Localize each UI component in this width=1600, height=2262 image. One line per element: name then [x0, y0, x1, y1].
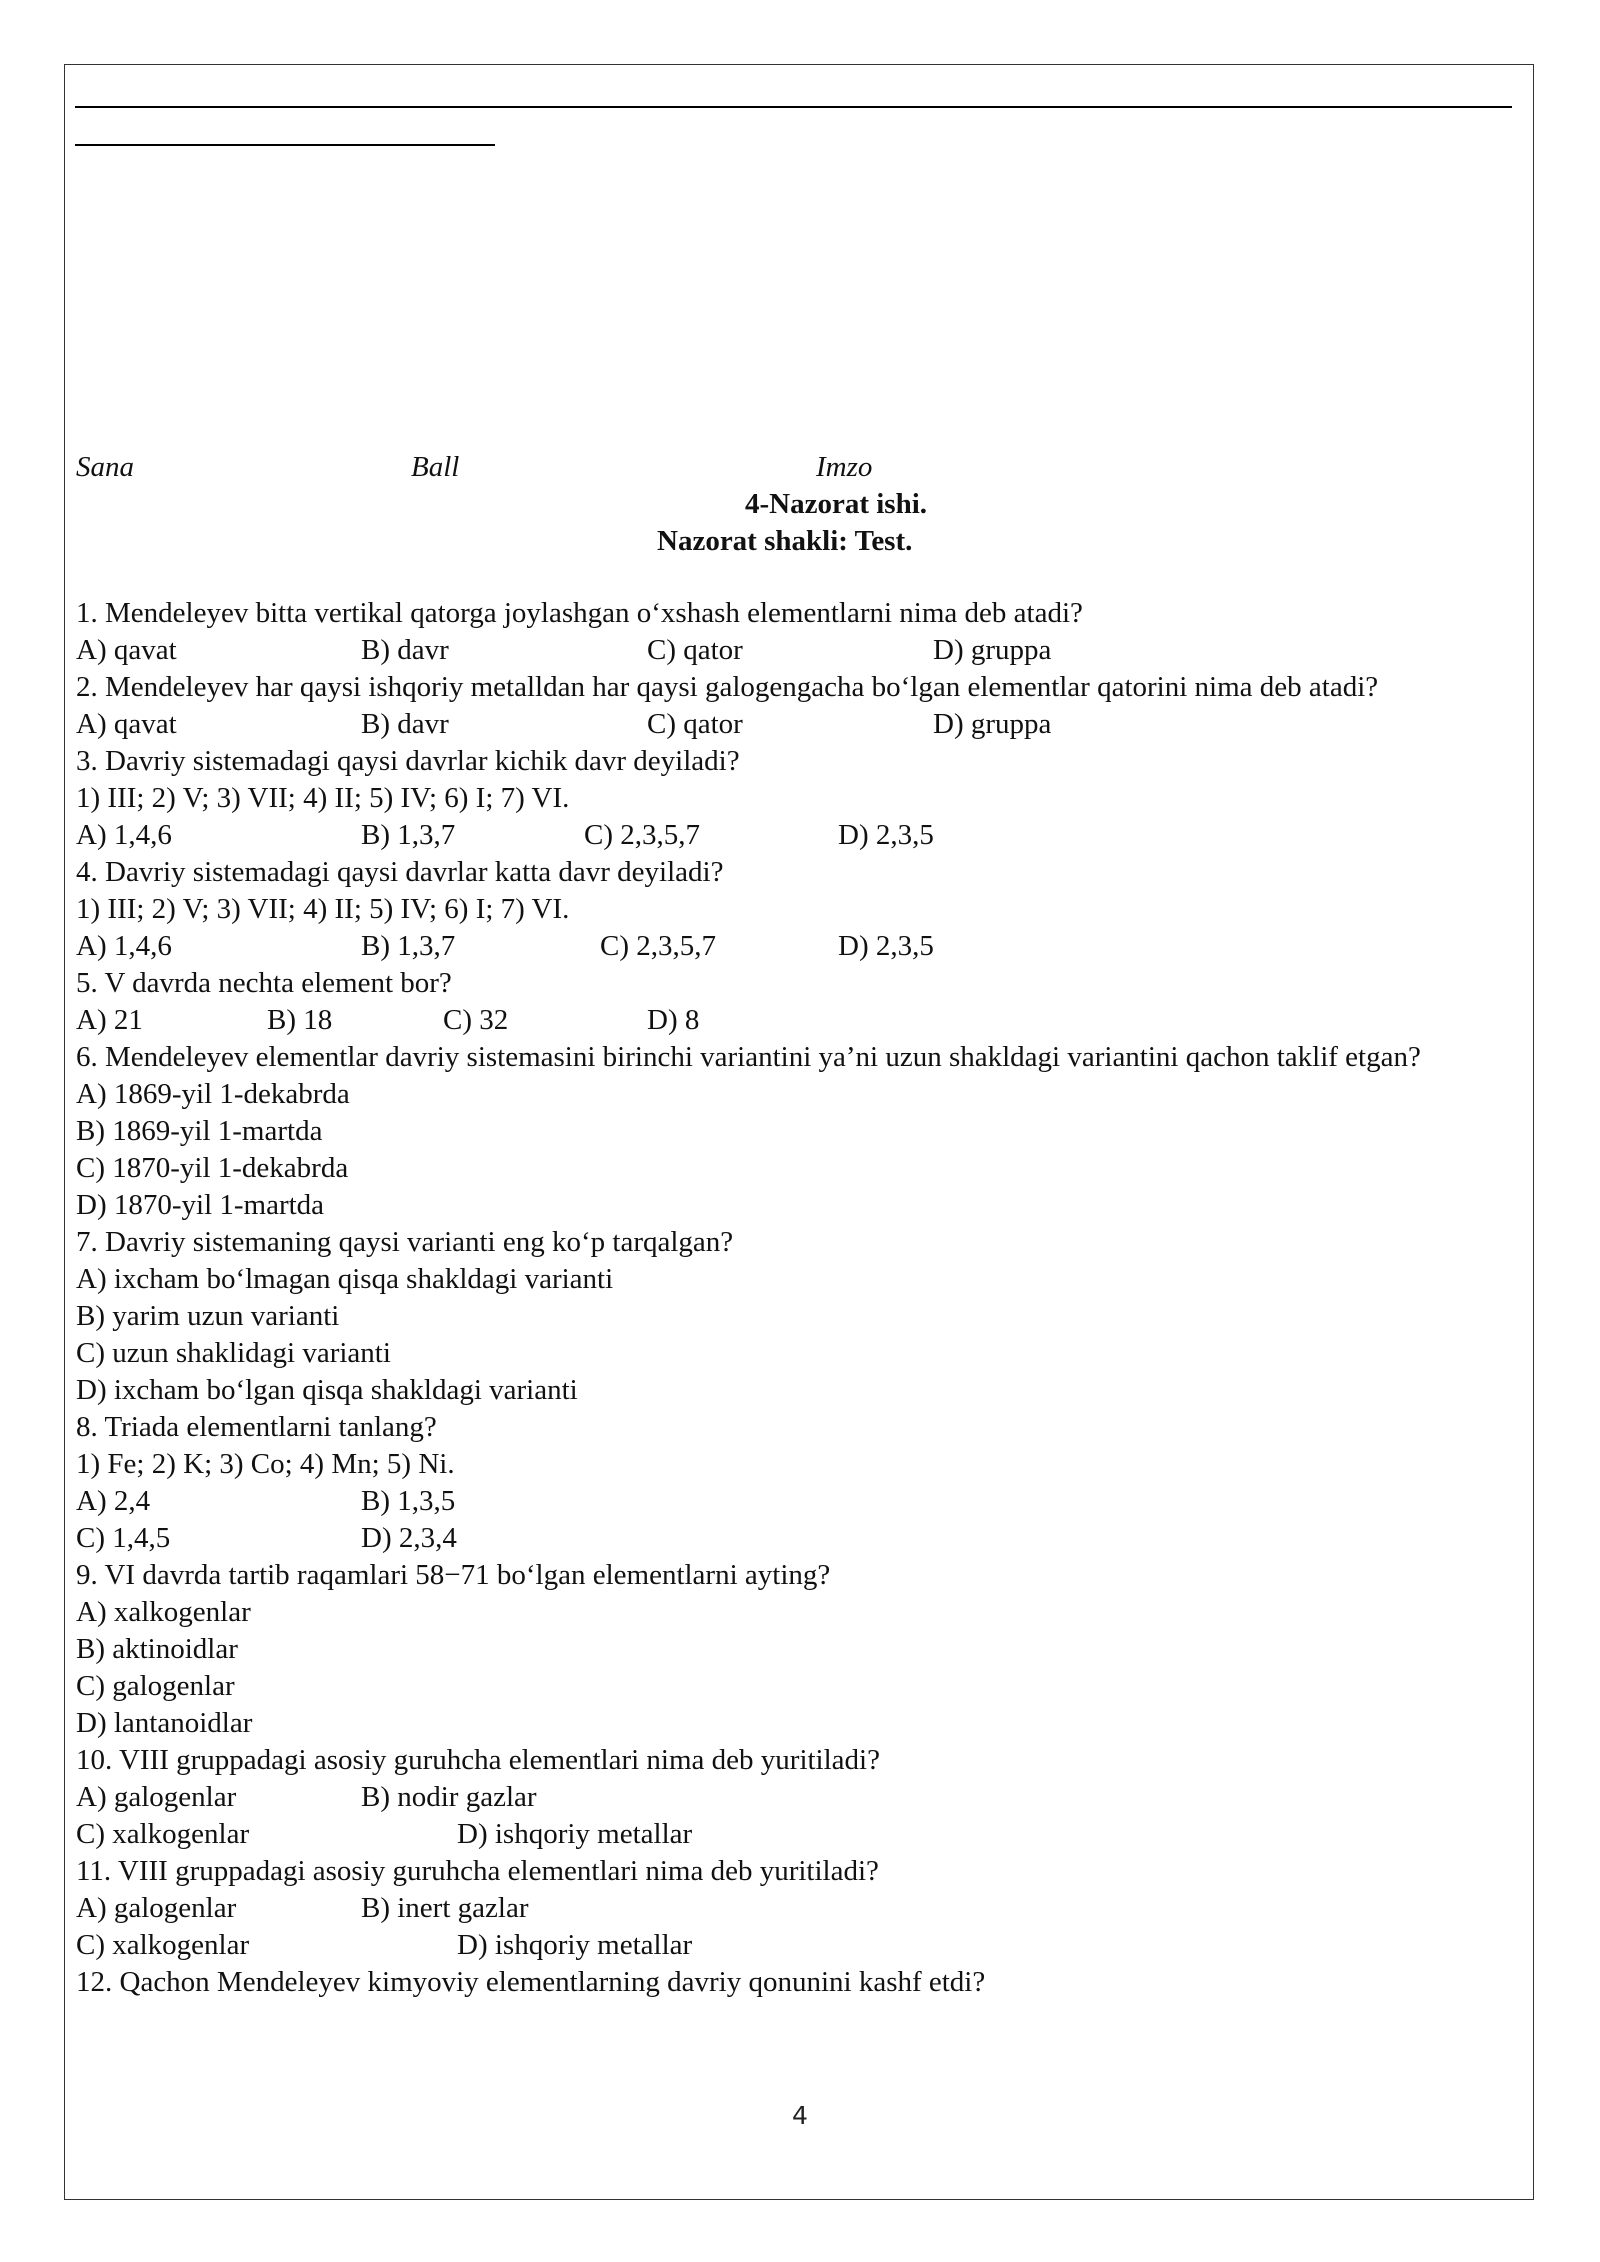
answer-option: C) 1870-yil 1-dekabrda [76, 1152, 349, 1184]
answer-option: C) 2,3,5,7 [600, 930, 716, 962]
answer-row [76, 632, 1501, 669]
answer-option: C) qator [647, 708, 743, 740]
question-text: 9. VI davrda tartib raqamlari 58−71 bo‘lgan elementlarni ayting? [76, 1559, 831, 1591]
answer-option: C) 1,4,5 [76, 1522, 171, 1554]
answer-row [76, 1372, 1501, 1409]
question-item [76, 1224, 1501, 1409]
questions-list [76, 595, 1501, 2001]
question-item [76, 1557, 1501, 1742]
answer-row [76, 1705, 1501, 1742]
imzo-label: Imzo [816, 451, 873, 483]
question-options-list: 1) Fe; 2) K; 3) Co; 4) Mn; 5) Ni. [76, 1448, 455, 1480]
answer-option: D) ishqoriy metallar [457, 1929, 693, 1961]
answer-option: B) 1,3,5 [361, 1485, 456, 1517]
answer-row [76, 1298, 1501, 1335]
answer-row [76, 1816, 1501, 1853]
answer-row [76, 1594, 1501, 1631]
answer-row [76, 1076, 1501, 1113]
answer-row [76, 1187, 1501, 1224]
answer-option: B) davr [361, 708, 449, 740]
answer-option: D) gruppa [933, 634, 1052, 666]
answer-option: D) gruppa [933, 708, 1052, 740]
answer-option: D) ixcham bo‘lgan qisqa shakldagi varianti [76, 1374, 578, 1406]
answer-row [76, 1261, 1501, 1298]
name-line-short [75, 144, 495, 146]
answer-option: B) 1,3,7 [361, 819, 456, 851]
answer-option: D) 1870-yil 1-martda [76, 1189, 325, 1221]
question-text: 4. Davriy sistemadagi qaysi davrlar katta davr deyiladi? [76, 856, 724, 888]
answer-option: A) ixcham bo‘lmagan qisqa shakldagi varianti [76, 1263, 614, 1295]
ball-label: Ball [411, 451, 460, 483]
question-text: 1. Mendeleyev bitta vertikal qatorga joylashgan o‘xshash elementlarni nima deb atadi? [76, 597, 1083, 629]
answer-row [76, 1483, 1501, 1520]
answer-option: B) 18 [267, 1004, 333, 1036]
question-text: 8. Triada elementlarni tanlang? [76, 1411, 437, 1443]
answer-option: B) nodir gazlar [361, 1781, 537, 1813]
question-text: 6. Mendeleyev elementlar davriy sistemasini birinchi variantini ya’ni uzun shakldagi variantini qachon taklif etgan? [76, 1041, 1421, 1073]
answer-row [76, 1150, 1501, 1187]
sana-label: Sana [76, 451, 134, 483]
answer-row [76, 1779, 1501, 1816]
question-item [76, 595, 1501, 669]
answer-row [76, 1520, 1501, 1557]
answer-row [76, 817, 1501, 854]
answer-option: A) 1869-yil 1-dekabrda [76, 1078, 350, 1110]
question-text: 12. Qachon Mendeleyev kimyoviy elementlarning davriy qonunini kashf etdi? [76, 1966, 986, 1998]
answer-option: B) davr [361, 634, 449, 666]
question-text: 2. Mendeleyev har qaysi ishqoriy metalldan har qaysi galogengacha bo‘lgan elementlar qatorini nima deb atadi? [76, 671, 1379, 703]
answer-row [76, 706, 1501, 743]
question-text: 5. V davrda nechta element bor? [76, 967, 452, 999]
question-item [76, 965, 1501, 1039]
answer-option: B) 1869-yil 1-martda [76, 1115, 323, 1147]
answer-option: B) 1,3,7 [361, 930, 456, 962]
answer-option: C) uzun shaklidagi varianti [76, 1337, 391, 1369]
answer-option: B) inert gazlar [361, 1892, 529, 1924]
answer-option: D) lantanoidlar [76, 1707, 253, 1739]
answer-option: C) 32 [443, 1004, 509, 1036]
question-item [76, 854, 1501, 965]
answer-option: D) ishqoriy metallar [457, 1818, 693, 1850]
answer-option: A) 21 [76, 1004, 143, 1036]
answer-row [76, 1890, 1501, 1927]
question-text: 10. VIII gruppadagi asosiy guruhcha elementlari nima deb yuritiladi? [76, 1744, 880, 1776]
page-number: 4 [792, 2101, 808, 2130]
answer-option: A) 1,4,6 [76, 819, 172, 851]
answer-option: C) 2,3,5,7 [584, 819, 700, 851]
question-item [76, 1039, 1501, 1224]
question-item [76, 1742, 1501, 1853]
answer-row [76, 1335, 1501, 1372]
question-item [76, 1409, 1501, 1557]
question-item [76, 743, 1501, 854]
answer-option: B) yarim uzun varianti [76, 1300, 340, 1332]
question-options-list: 1) III; 2) V; 3) VII; 4) II; 5) IV; 6) I; 7) VI. [76, 782, 570, 814]
answer-option: C) qator [647, 634, 743, 666]
answer-option: A) 1,4,6 [76, 930, 172, 962]
answer-option: C) xalkogenlar [76, 1818, 250, 1850]
answer-option: C) galogenlar [76, 1670, 235, 1702]
answer-option: C) xalkogenlar [76, 1929, 250, 1961]
question-item [76, 669, 1501, 743]
answer-option: B) aktinoidlar [76, 1633, 238, 1665]
question-item [76, 1853, 1501, 1964]
question-item [76, 1964, 1501, 2001]
answer-option: D) 2,3,5 [838, 930, 934, 962]
answer-row [76, 1668, 1501, 1705]
answer-option: A) qavat [76, 634, 177, 666]
answer-row [76, 1002, 1501, 1039]
question-text: 3. Davriy sistemadagi qaysi davrlar kichik davr deyiladi? [76, 745, 740, 777]
answer-option: A) xalkogenlar [76, 1596, 251, 1628]
answer-row [76, 1927, 1501, 1964]
answer-option: A) qavat [76, 708, 177, 740]
answer-option: D) 2,3,4 [361, 1522, 457, 1554]
question-options-list: 1) III; 2) V; 3) VII; 4) II; 5) IV; 6) I; 7) VI. [76, 893, 570, 925]
question-text: 7. Davriy sistemaning qaysi varianti eng ko‘p tarqalgan? [76, 1226, 734, 1258]
page-subtitle: Nazorat shakli: Test. [657, 525, 913, 557]
answer-option: D) 2,3,5 [838, 819, 934, 851]
answer-row [76, 928, 1501, 965]
answer-option: D) 8 [647, 1004, 700, 1036]
question-text: 11. VIII gruppadagi asosiy guruhcha elementlari nima deb yuritiladi? [76, 1855, 879, 1887]
answer-row [76, 1631, 1501, 1668]
answer-option: A) galogenlar [76, 1781, 237, 1813]
page-title: 4-Nazorat ishi. [745, 488, 928, 520]
answer-option: A) galogenlar [76, 1892, 237, 1924]
answer-row [76, 1113, 1501, 1150]
name-line [75, 106, 1512, 108]
answer-option: A) 2,4 [76, 1485, 151, 1517]
